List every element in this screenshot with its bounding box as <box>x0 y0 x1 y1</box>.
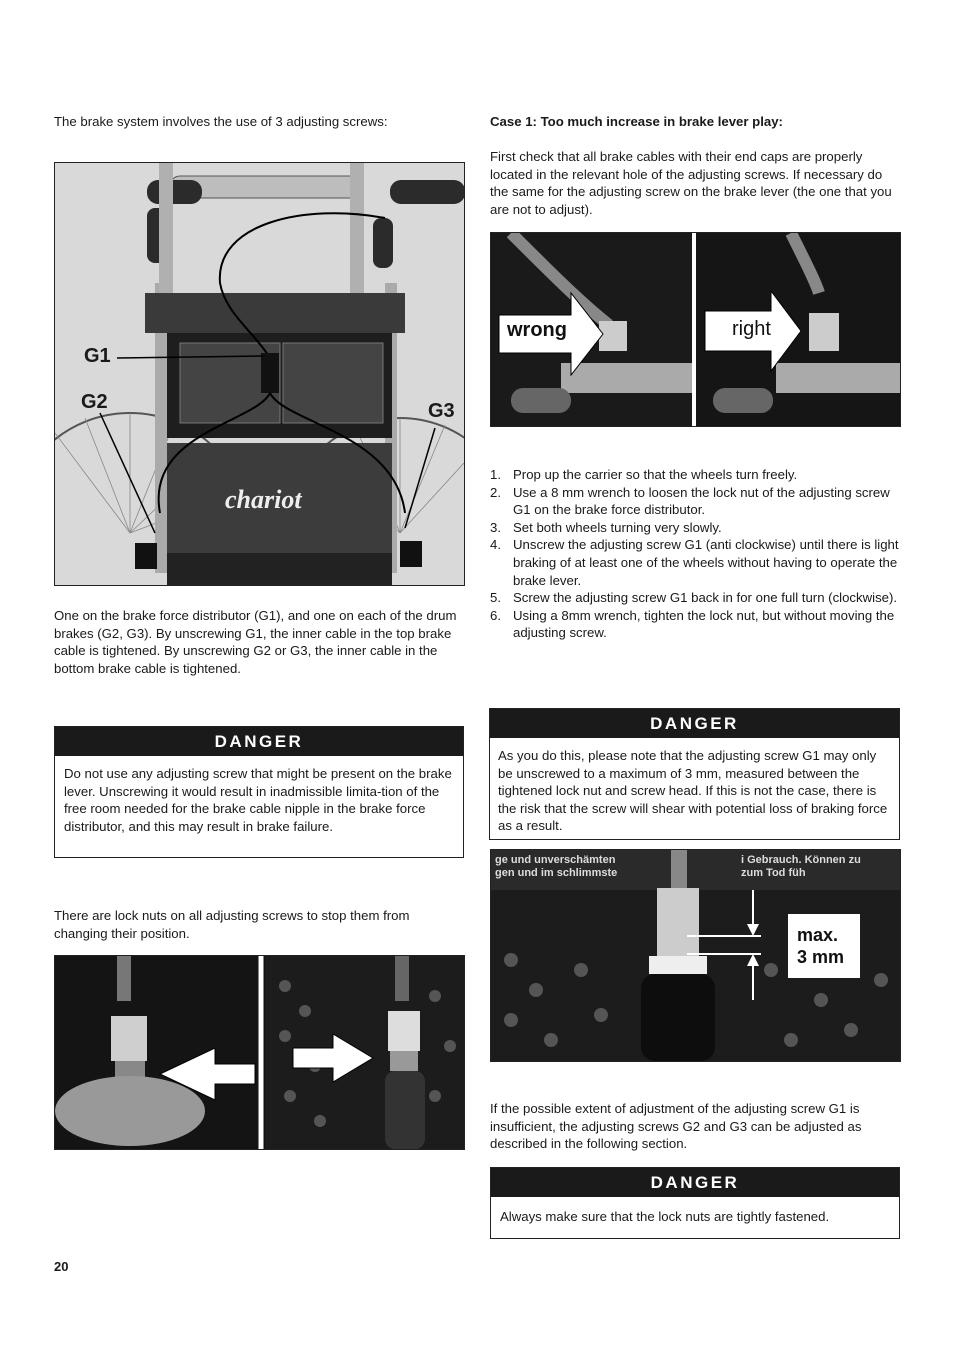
intro-text: The brake system involves the use of 3 adjusting screws: <box>54 114 388 129</box>
g2g3-text: If the possible extent of adjustment of the adjusting screw G1 is insufficient, the adjusting screws G2 and G3 can be adjusted as described in the following section. <box>490 1101 862 1152</box>
danger-title: DANGER <box>491 1168 899 1197</box>
danger-title: DANGER <box>55 727 463 756</box>
wrong-right-photos <box>490 232 901 427</box>
svg-text:chariot: chariot <box>225 485 302 514</box>
steps-list <box>490 466 900 642</box>
danger-box-3 <box>490 1167 900 1239</box>
description-text: One on the brake force distributor (G1), and one on each of the drum brakes (G2, G3). By unscrewing G1, the inner cable in the top brake cable is tightened. By unscrewing G2 or G3, the inner cable in the bottom brake cable is tightened. <box>54 608 457 676</box>
danger-box-1 <box>54 726 464 858</box>
list-item: 6. Using a 8mm wrench, tighten the lock nut, but without moving the adjusting screw. <box>490 607 895 641</box>
wrong-label: wrong <box>507 319 567 341</box>
max-3mm-photo <box>490 849 901 1062</box>
danger-title: DANGER <box>490 709 899 738</box>
label-g1: G1 <box>84 345 111 367</box>
page-number: 20 <box>54 1259 69 1274</box>
locknuts-text: There are lock nuts on all adjusting screws to stop them from changing their position. <box>54 908 410 941</box>
list-item: 3. Set both wheels turning very slowly. <box>490 519 722 535</box>
stroller-photo <box>54 162 465 586</box>
stroller-illustration <box>55 163 464 585</box>
label-g3: G3 <box>428 400 455 422</box>
danger-text: Do not use any adjusting screw that might be present on the brake lever. Unscrewing it would result in inadmissible limita-tion of the free room needed for the brake cable nipple in the brake force distributor, and this may result in brake failure. <box>64 766 452 834</box>
locknut-illustration <box>55 956 464 1149</box>
list-item: 4. Unscrew the adjusting screw G1 (anti clockwise) until there is light braking of at least one of the wheels without having to operate the brake lever. <box>490 537 899 588</box>
danger-text: Always make sure that the lock nuts are tightly fastened. <box>500 1209 830 1224</box>
list-item: 5. Screw the adjusting screw G1 back in for one full turn (clockwise). <box>490 590 898 606</box>
label-g2: G2 <box>81 391 108 413</box>
danger-box-2 <box>489 708 900 840</box>
max-3mm-label: max. 3 mm <box>797 925 845 967</box>
photo-label-text-2: i Gebrauch. Können zu zum Tod füh <box>741 854 861 879</box>
case1-intro: First check that all brake cables with their end caps are properly located in the relevant hole of the adjusting screws. If necessary do the same for the adjusting screw on the brake lever (the one that you are not to adjust). <box>490 149 892 217</box>
locknut-photos <box>54 955 465 1150</box>
case1-heading: Case 1: Too much increase in brake lever play: <box>490 114 783 129</box>
list-item: 2. Use a 8 mm wrench to loosen the lock nut of the adjusting screw G1 on the brake force distributor. <box>490 484 890 518</box>
list-item: 1. Prop up the carrier so that the wheels turn freely. <box>490 467 798 482</box>
photo-label-text: ge und unverschämten gen und im schlimmste <box>495 854 618 879</box>
danger-text: As you do this, please note that the adjusting screw G1 may only be unscrewed to a maximum of 3 mm, measured between the tightened lock nut and screw head. If this is not the case, there is the risk that the screw will shear with potential loss of braking force as a result. <box>498 748 888 834</box>
right-label: right <box>732 318 771 340</box>
